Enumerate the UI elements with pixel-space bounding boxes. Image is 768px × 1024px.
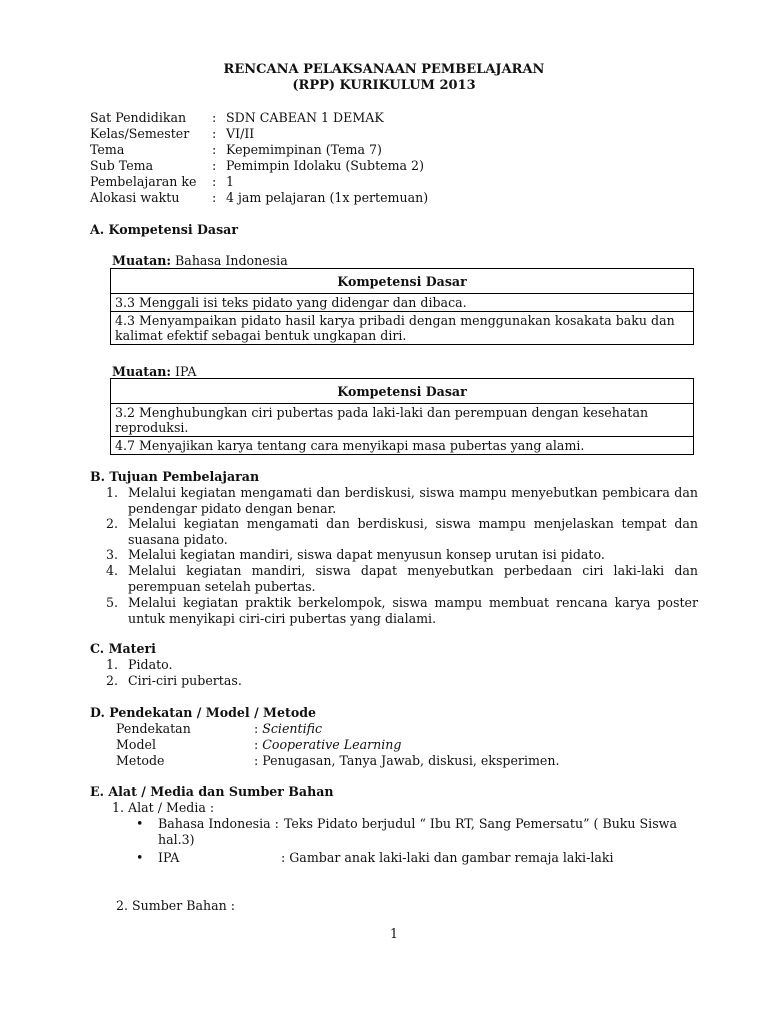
identity-value: SDN CABEAN 1 DEMAK	[226, 110, 384, 125]
page-number: 1	[390, 926, 399, 941]
identity-label: Kelas/Semester	[90, 126, 190, 141]
method-label: Pendekatan	[116, 721, 191, 736]
list-item: Melalui kegiatan mengamati dan berdiskusi, siswa mampu menjelaskan tempat dan suasana pidato.	[128, 516, 698, 547]
identity-label: Sub Tema	[90, 158, 154, 173]
bullet-text: : Gambar anak laki-laki dan gambar remaja laki-laki	[281, 850, 614, 865]
identity-sep: :	[212, 190, 217, 205]
identity-sep: :	[212, 142, 217, 157]
list-item-number: 1.	[106, 485, 119, 500]
identity-sep: :	[212, 174, 217, 189]
identity-sep: :	[212, 110, 217, 125]
muatan-ipa	[112, 364, 196, 379]
muatan-value: IPA	[171, 364, 197, 379]
bullet-text: Teks Pidato berjudul “ Ibu RT, Sang Pemersatu” ( Buku Siswa hal.3)	[158, 816, 677, 847]
identity-label: Alokasi waktu	[90, 190, 180, 205]
list-item-number: 2.	[106, 673, 119, 688]
section-b-heading: B. Tujuan Pembelajaran	[90, 469, 260, 484]
identity-label: Pembelajaran ke	[90, 174, 197, 189]
muatan-label: Muatan:	[112, 364, 172, 379]
kd-table-header: Kompetensi Dasar	[111, 379, 694, 404]
list-item-number: 4.	[106, 563, 119, 578]
doc-title-line1: RENCANA PELAKSANAAN PEMBELAJARAN	[223, 62, 545, 77]
muatan-value: Bahasa Indonesia	[171, 253, 288, 268]
method-value: : Penugasan, Tanya Jawab, diskusi, eksperimen.	[254, 753, 560, 768]
list-item-number: 2.	[106, 516, 119, 531]
kd-table-bahasa-indonesia	[110, 268, 694, 345]
identity-label: Sat Pendidikan	[90, 110, 187, 125]
kd-table-ipa	[110, 378, 694, 455]
doc-title-line2: (RPP) KURIKULUM 2013	[292, 78, 476, 93]
kd-table-row: 3.2 Menghubungkan ciri pubertas pada laki-laki dan perempuan dengan kesehatan reproduksi.	[111, 404, 694, 437]
bullet-icon: •	[136, 816, 144, 831]
list-item: Ciri-ciri pubertas.	[128, 673, 242, 688]
identity-value: 1	[226, 174, 235, 189]
section-c-heading: C. Materi	[90, 641, 156, 656]
identity-value: Kepemimpinan (Tema 7)	[226, 142, 382, 157]
kd-table-header: Kompetensi Dasar	[111, 269, 694, 294]
method-value: : Scientific	[254, 721, 323, 736]
method-label: Model	[116, 737, 157, 752]
section-a-heading: A. Kompetensi Dasar	[90, 222, 238, 237]
identity-value: Pemimpin Idolaku (Subtema 2)	[226, 158, 424, 173]
muatan-label: Muatan:	[112, 253, 172, 268]
list-item: Melalui kegiatan mengamati dan berdiskusi, siswa mampu menyebutkan pembicara dan pendengar pidato dengan benar.	[128, 485, 698, 516]
list-item: Melalui kegiatan praktik berkelompok, siswa mampu membuat rencana karya poster untuk menyikapi ciri-ciri pubertas yang dialami.	[128, 595, 698, 626]
method-value: : Cooperative Learning	[254, 737, 402, 752]
identity-sep: :	[212, 158, 217, 173]
method-label: Metode	[116, 753, 165, 768]
section-e-heading: E. Alat / Media dan Sumber Bahan	[90, 784, 334, 799]
subheading-alat-media: 1. Alat / Media :	[112, 800, 215, 815]
subheading-sumber-bahan: 2. Sumber Bahan :	[116, 898, 235, 913]
list-item-number: 1.	[106, 657, 119, 672]
muatan-bahasa-indonesia	[112, 253, 288, 268]
identity-label: Tema	[90, 142, 125, 157]
bullet-label: IPA	[158, 850, 180, 865]
list-item: Pidato.	[128, 657, 173, 672]
bullet-icon: •	[136, 850, 144, 865]
kd-table-row: 4.3 Menyampaikan pidato hasil karya pribadi dengan menggunakan kosakata baku dan kalimat efektif sebagai bentuk ungkapan diri.	[111, 312, 694, 345]
kd-table-row: 4.7 Menyajikan karya tentang cara menyikapi masa pubertas yang alami.	[111, 437, 694, 455]
list-item-number: 3.	[106, 547, 119, 562]
identity-value: VI/II	[226, 126, 255, 141]
section-d-heading: D. Pendekatan / Model / Metode	[90, 705, 317, 720]
list-item: Melalui kegiatan mandiri, siswa dapat menyusun konsep urutan isi pidato.	[128, 547, 605, 562]
list-item: Melalui kegiatan mandiri, siswa dapat menyebutkan perbedaan ciri laki-laki dan perempuan setelah pubertas.	[128, 563, 698, 594]
kd-table-row: 3.3 Menggali isi teks pidato yang didengar dan dibaca.	[111, 294, 694, 312]
list-item-number: 5.	[106, 595, 119, 610]
identity-value: 4 jam pelajaran (1x pertemuan)	[226, 190, 429, 205]
identity-sep: :	[212, 126, 217, 141]
bullet-label: Bahasa Indonesia :	[158, 816, 279, 831]
